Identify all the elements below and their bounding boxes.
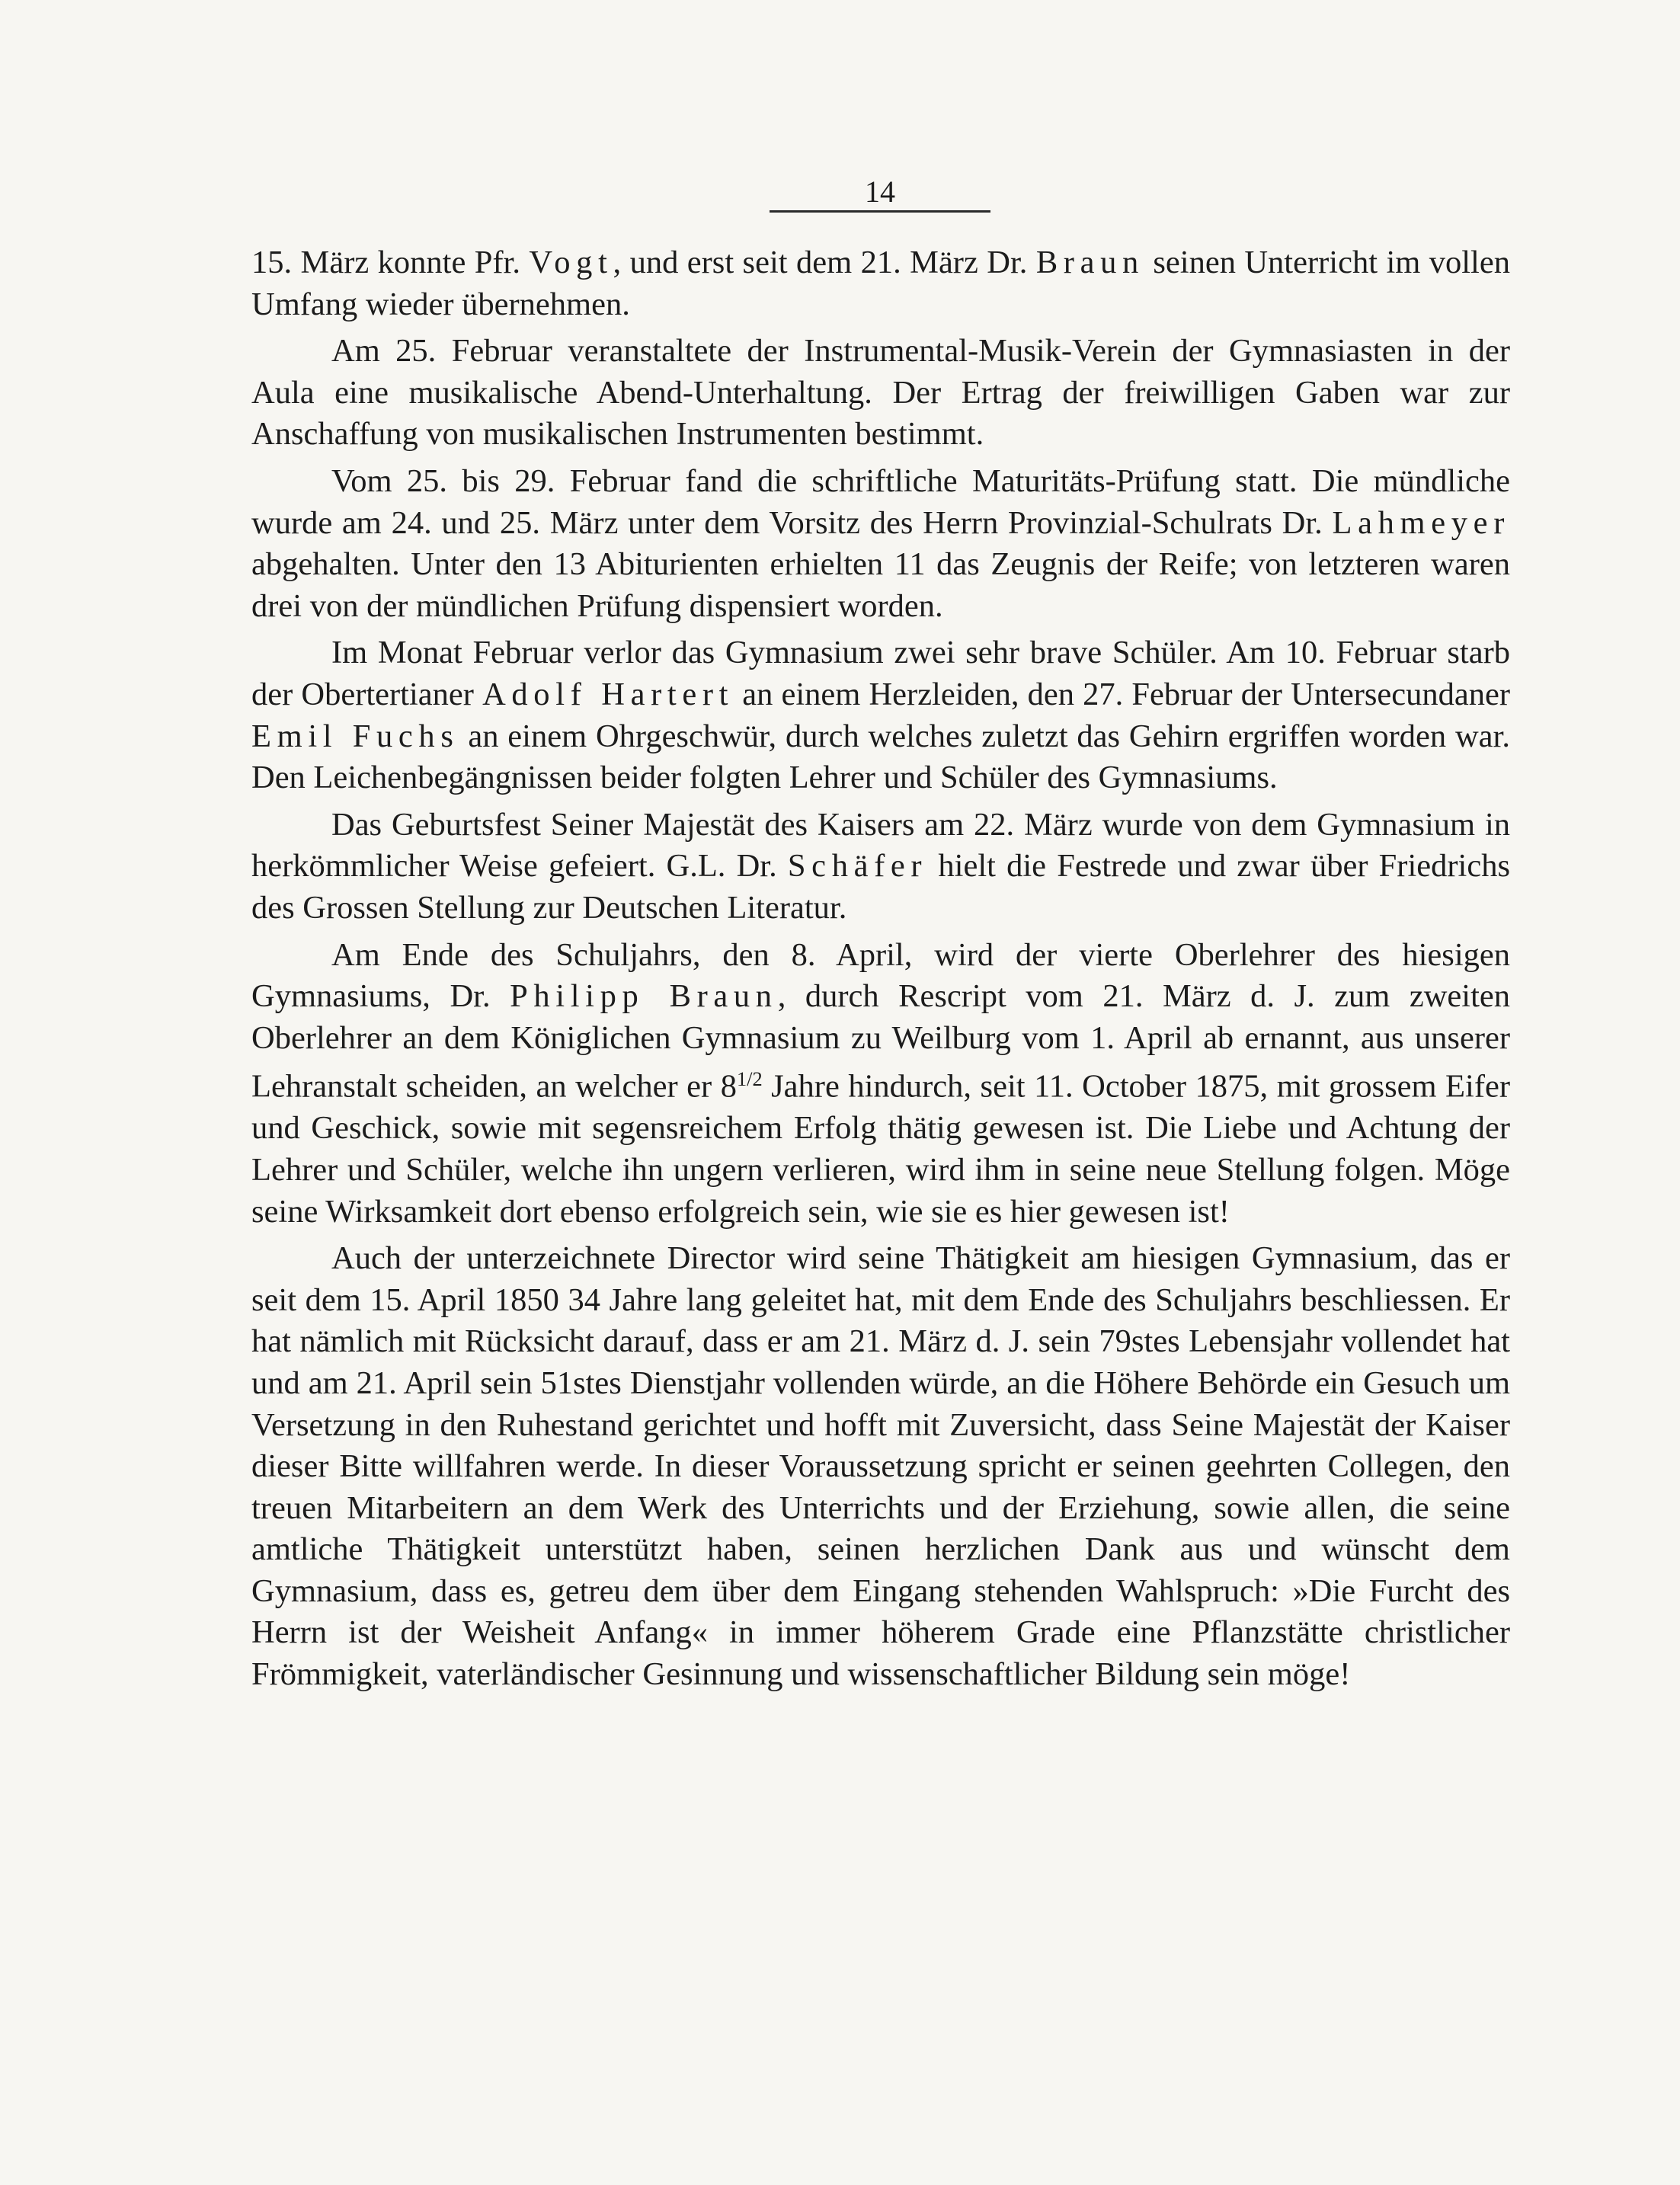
page-number-rule	[770, 210, 990, 213]
text-run: Vom 25. bis 29. Februar fand die schriftliche Maturitäts-Prüfung statt. Die mündliche wurde am 24. und 25. März unter dem Vorsitz des Herrn Provinzial-Schulrats Dr.	[251, 462, 1510, 541]
paragraph	[251, 935, 1510, 1233]
text-run: Auch der unterzeichnete Director wird seine Thätigkeit am hiesigen Gymnasium, das er seit dem 15. April 1850 34 Jahre lang geleitet hat, mit dem Ende des Schuljahrs beschliessen. Er hat nämlich mit Rücksicht darauf, dass er am 21. März d. J. sein 79stes Lebensjahr vollendet hat und am 21. April sein 51stes Dienstjahr vollenden würde, an die Höhere Behörde ein Gesuch um Versetzung in den Ruhestand gerichtet und hofft mit Zuversicht, dass Seine Majestät der Kaiser dieser Bitte willfahren werde. In dieser Voraussetzung spricht er seinen geehrten Collegen, den treuen Mitarbeitern an dem Werk des Unterrichts und der Erziehung, sowie allen, die seine amtliche Thätigkeit unterstützt haben, seinen herzlichen Dank aus und wünscht dem Gymnasium, dass es, getreu dem über dem Eingang stehenden Wahlspruch: »Die Furcht des Herrn ist der Weisheit Anfang« in immer höherem Grade eine Pflanzstätte christlicher Frömmigkeit, vaterländischer Gesinnung und wissenschaftlicher Bildung sein möge!	[251, 1240, 1510, 1693]
text-run: Jahre hindurch, seit 11. October 1875, mit grossem Eifer und Geschick, sowie mit segensreichem Erfolg thätig gewesen ist. Die Liebe und Achtung der Lehrer und Schüler, welche ihn ungern verlieren, wird ihm in seine neue Stellung folgen. Möge seine Wirksamkeit dort ebenso erfolgreich sein, wie sie es hier gewesen ist!	[251, 1068, 1510, 1230]
text-body	[251, 242, 1510, 1701]
spaced-name: Schäfer	[787, 848, 928, 885]
text-run: abgehalten. Unter den 13 Abiturienten erhielten 11 das Zeugnis der Reife; von letzteren waren drei von der mündlichen Prüfung dispensiert worden.	[251, 546, 1510, 624]
spaced-name: Lahmeyer	[1332, 504, 1510, 541]
spaced-name: Adolf Hartert	[482, 676, 734, 712]
text-run: , und erst seit dem 21. März Dr.	[613, 245, 1036, 280]
paragraph	[251, 331, 1510, 456]
text-run: seinen Unterricht im vollen Umfang wieder übernehmen.	[251, 245, 1510, 322]
text-run: , durch Rescript vom 21. März d. J. zum zweiten Oberlehrer an dem Königlichen Gymnasium zu Weilburg vom 1. April ab ernannt, aus unserer Lehranstalt scheiden, an welcher er 8	[251, 978, 1511, 1105]
paragraph	[251, 632, 1510, 798]
spaced-name: Braun	[1035, 245, 1144, 280]
page-number: 14	[865, 174, 895, 209]
text-run: Am 25. Februar veranstaltete der Instrumental-Musik-Verein der Gymnasiasten in der Aula eine musikalische Abend-Unterhaltung. Der Ertrag der freiwilligen Gaben war zur Anschaffung von musikalischen Instrumenten bestimmt.	[251, 333, 1510, 453]
paragraph	[251, 805, 1510, 929]
fraction-superscript: 1/2	[736, 1068, 763, 1091]
paragraph	[251, 461, 1510, 627]
text-run: 15. März konnte Pfr.	[251, 245, 530, 280]
text-run: an einem Ohrgeschwür, durch welches zuletzt das Gehirn ergriffen worden war. Den Leichenbegängnissen beider folgten Lehrer und Schüler des Gymnasiums.	[251, 718, 1510, 796]
text-run: Das Geburtsfest Seiner Majestät des Kaisers am 22. März wurde von dem Gymnasium in herkömmlicher Weise gefeiert. G.L. Dr.	[251, 806, 1510, 885]
text-run: an einem Herzleiden, den 27. Februar der Untersecundaner	[734, 676, 1510, 712]
text-run: hielt die Festrede und zwar über Friedrichs des Grossen Stellung zur Deutschen Literatur.	[251, 848, 1510, 926]
paragraph	[251, 242, 1510, 325]
text-run: Am Ende des Schuljahrs, den 8. April, wird der vierte Oberlehrer des hiesigen Gymnasiums, Dr.	[251, 936, 1510, 1015]
spaced-name: Vogt	[529, 245, 613, 280]
spaced-name: Philipp Braun	[510, 978, 778, 1015]
paragraph	[251, 1238, 1510, 1696]
text-run: Im Monat Februar verlor das Gymnasium zwei sehr brave Schüler. Am 10. Februar starb der Obertertianer	[251, 635, 1510, 712]
spaced-name: Emil Fuchs	[251, 718, 459, 754]
